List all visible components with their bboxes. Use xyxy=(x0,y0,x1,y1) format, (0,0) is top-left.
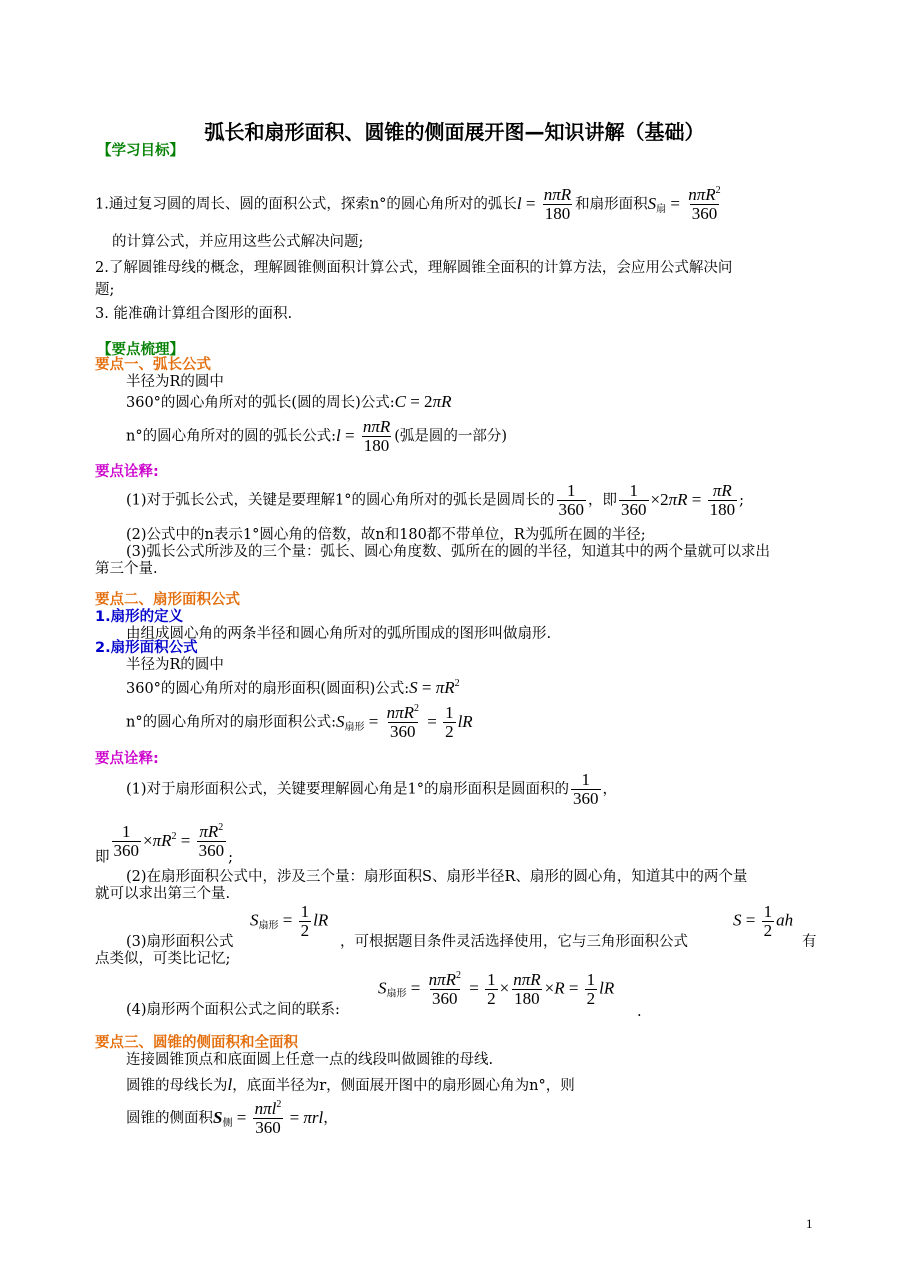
p3-line2-text-a: 圆锥的母线长为 xyxy=(126,1078,228,1094)
p3-line2-text-b: ，底面半径为r，侧面展开图中的扇形圆心角为n°，则 xyxy=(232,1078,575,1094)
goal-3: 3. 能准确计算组合图形的面积. xyxy=(95,306,293,322)
p2-line3 xyxy=(126,704,473,742)
section-1-note-heading: 要点诠释: xyxy=(95,464,159,480)
section-3-heading: 要点三、圆锥的侧面积和全面积 xyxy=(95,1035,298,1051)
p1-note-1-ji: ，即 xyxy=(588,492,618,509)
sector-area-formula-2: $S_{扇形}$ = $\frac{n\pi R^2}{360}$ = $\frac{1}{2}$ lR xyxy=(335,703,473,741)
cone-lateral-area-formula: $S_侧$ = $\frac{n\pi l^2}{360}$ = πrl xyxy=(213,1099,324,1137)
p3-line2 xyxy=(126,1075,575,1095)
circle-area-formula: $S = \pi R^2$ xyxy=(409,678,460,697)
p2-note-1-text: (1)对于扇形面积公式，关键要理解圆心角是1°的扇形面积是圆面积的 xyxy=(126,781,570,798)
fraction-one-360-b: $\frac{1}{360}$ xyxy=(573,770,599,808)
fraction-one-360: $\frac{1}{360}$ xyxy=(558,481,585,519)
p1-line1: 半径为R的圆中 xyxy=(126,374,224,390)
goal-1-cont: 的计算公式，并应用这些公式解决问题; xyxy=(112,234,364,250)
p1-note-1: (1)对于弧长公式，关键是要理解1°的圆心角所对的弧长是圆周长的 $\frac{1}{360}$ ，即 $\frac{1}{360}$ ×2πR = $\frac{\pi R}{180}$ ; xyxy=(126,481,744,519)
page-number: 1 xyxy=(806,1216,813,1231)
page-title: 弧长和扇形面积、圆锥的侧面展开图—知识讲解（基础） xyxy=(204,120,705,144)
p3-line3 xyxy=(126,1100,338,1138)
sector-area-lr-formula: $S_{扇形}$ = $\frac{1}{2}$ lR xyxy=(250,902,329,940)
circumference-formula: C = 2πR xyxy=(394,392,452,411)
p1-line3 xyxy=(126,418,507,456)
p1-line2-text: 360°的圆心角所对的弧长(圆的周长)公式: xyxy=(126,395,395,411)
sector-definition-heading: 1.扇形的定义 xyxy=(95,609,184,625)
p2-note-2-cont: 就可以求出第三个量. xyxy=(95,886,231,902)
p3-line3-text: 圆锥的侧面积 xyxy=(126,1110,213,1127)
p1-note-1-text: (1)对于弧长公式，关键是要理解1°的圆心角所对的弧长是圆周长的 xyxy=(126,492,555,509)
p2-line2 xyxy=(126,678,460,698)
section-2-note-heading: 要点诠释: xyxy=(95,751,159,767)
p2-note-1-derivation xyxy=(95,823,233,867)
outline-heading: 【要点梳理】 xyxy=(97,342,184,358)
p1-note-2: (2)公式中的n表示1°圆心角的倍数，故n和180都不带单位，R为弧所在圆的半径; xyxy=(126,527,646,543)
goal-2: 2.了解圆锥母线的概念，理解圆锥侧面积计算公式，理解圆锥全面积的计算方法，会应用公式解决问 xyxy=(95,260,733,276)
goals-heading: 【学习目标】 xyxy=(97,143,184,159)
triangle-area-formula: S = $\frac{1}{2}$ ah xyxy=(733,902,794,940)
p3-line1: 连接圆锥顶点和底面圆上任意一点的线段叫做圆锥的母线. xyxy=(126,1052,494,1068)
goal-1-line xyxy=(95,186,725,224)
section-1-heading: 要点一、弧长公式 xyxy=(95,357,211,373)
p1-line2 xyxy=(126,392,451,412)
p2-note-4-end: . xyxy=(637,1004,642,1020)
arc-derivation-formula: $\frac{1}{360}$ ×2πR = $\frac{\pi R}{180}$ xyxy=(621,481,736,519)
goal-1-text-b: 和扇形面积 xyxy=(575,196,648,213)
goal-1-text: 1.通过复习圆的周长、圆的面积公式，探索n°的圆心角所对的弧长 xyxy=(95,196,517,213)
p2-line3-text: n°的圆心角所对的扇形面积公式: xyxy=(126,714,336,731)
sector-derivation-formula: $\frac{1}{360}$ $\times\pi R^2$ = $\frac{\pi R^2}{360}$ xyxy=(113,822,225,860)
slant-height-symbol: l xyxy=(227,1075,233,1094)
p1-line3-note: (弧是圆的一部分) xyxy=(394,428,508,445)
p2-note-1-comma: ， xyxy=(602,781,618,798)
sector-area-relation-formula: $S_{扇形}$ = $\frac{n\pi R^2}{360}$ = $\frac{1}{2}$ × $\frac{\text{nπR}}{180}$ ×R = $\frac{1}{2}$ lR xyxy=(378,970,615,1008)
sector-area-formula: $S_扇$ = $\frac{n\pi R^2}{360}$ xyxy=(647,185,721,223)
p2-note-3-c: 有 xyxy=(802,934,817,950)
p1-note-3-cont: 第三个量. xyxy=(95,561,158,577)
section-2-heading: 要点二、扇形面积公式 xyxy=(95,592,240,608)
p1-line3-text: n°的圆心角所对的圆的弧长公式: xyxy=(126,428,336,445)
p1-note-3: (3)弧长公式所涉及的三个量：弧长、圆心角度数、弧所在的圆的半径，知道其中的两个量就可以求出 xyxy=(126,544,771,560)
p2-note-1-ji: 即 xyxy=(95,849,110,866)
arc-length-formula-2: l = $\frac{\text{nπR}}{180}$ xyxy=(335,417,391,455)
p2-note-3-a: (3)扇形面积公式 xyxy=(126,934,234,950)
goal-2-cont: 题; xyxy=(95,282,115,298)
arc-length-formula: l = $\frac{\text{nπR}}{180}$ xyxy=(516,185,572,223)
p2-note-4: (4)扇形两个面积公式之间的联系: xyxy=(126,1002,340,1018)
p2-note-1 xyxy=(126,771,617,809)
p2-note-1-end: ; xyxy=(228,849,233,866)
p2-line2-text: 360°的圆心角所对的扇形面积(圆面积)公式: xyxy=(126,681,410,697)
p2-note-2: (2)在扇形面积公式中，涉及三个量：扇形面积S、扇形半径R、扇形的圆心角，知道其中的两个量 xyxy=(126,869,748,885)
p3-line3-end: ， xyxy=(323,1110,338,1127)
p2-line1: 半径为R的圆中 xyxy=(126,657,224,673)
sector-definition-text: 由组成圆心角的两条半径和圆心角所对的弧所围成的图形叫做扇形. xyxy=(126,626,552,642)
p2-note-3-d: 点类似，可类比记忆; xyxy=(95,951,231,967)
sector-area-heading: 2.扇形面积公式 xyxy=(95,640,198,656)
p2-note-3-b: ，可根据题目条件灵活选择使用，它与三角形面积公式 xyxy=(340,934,688,950)
